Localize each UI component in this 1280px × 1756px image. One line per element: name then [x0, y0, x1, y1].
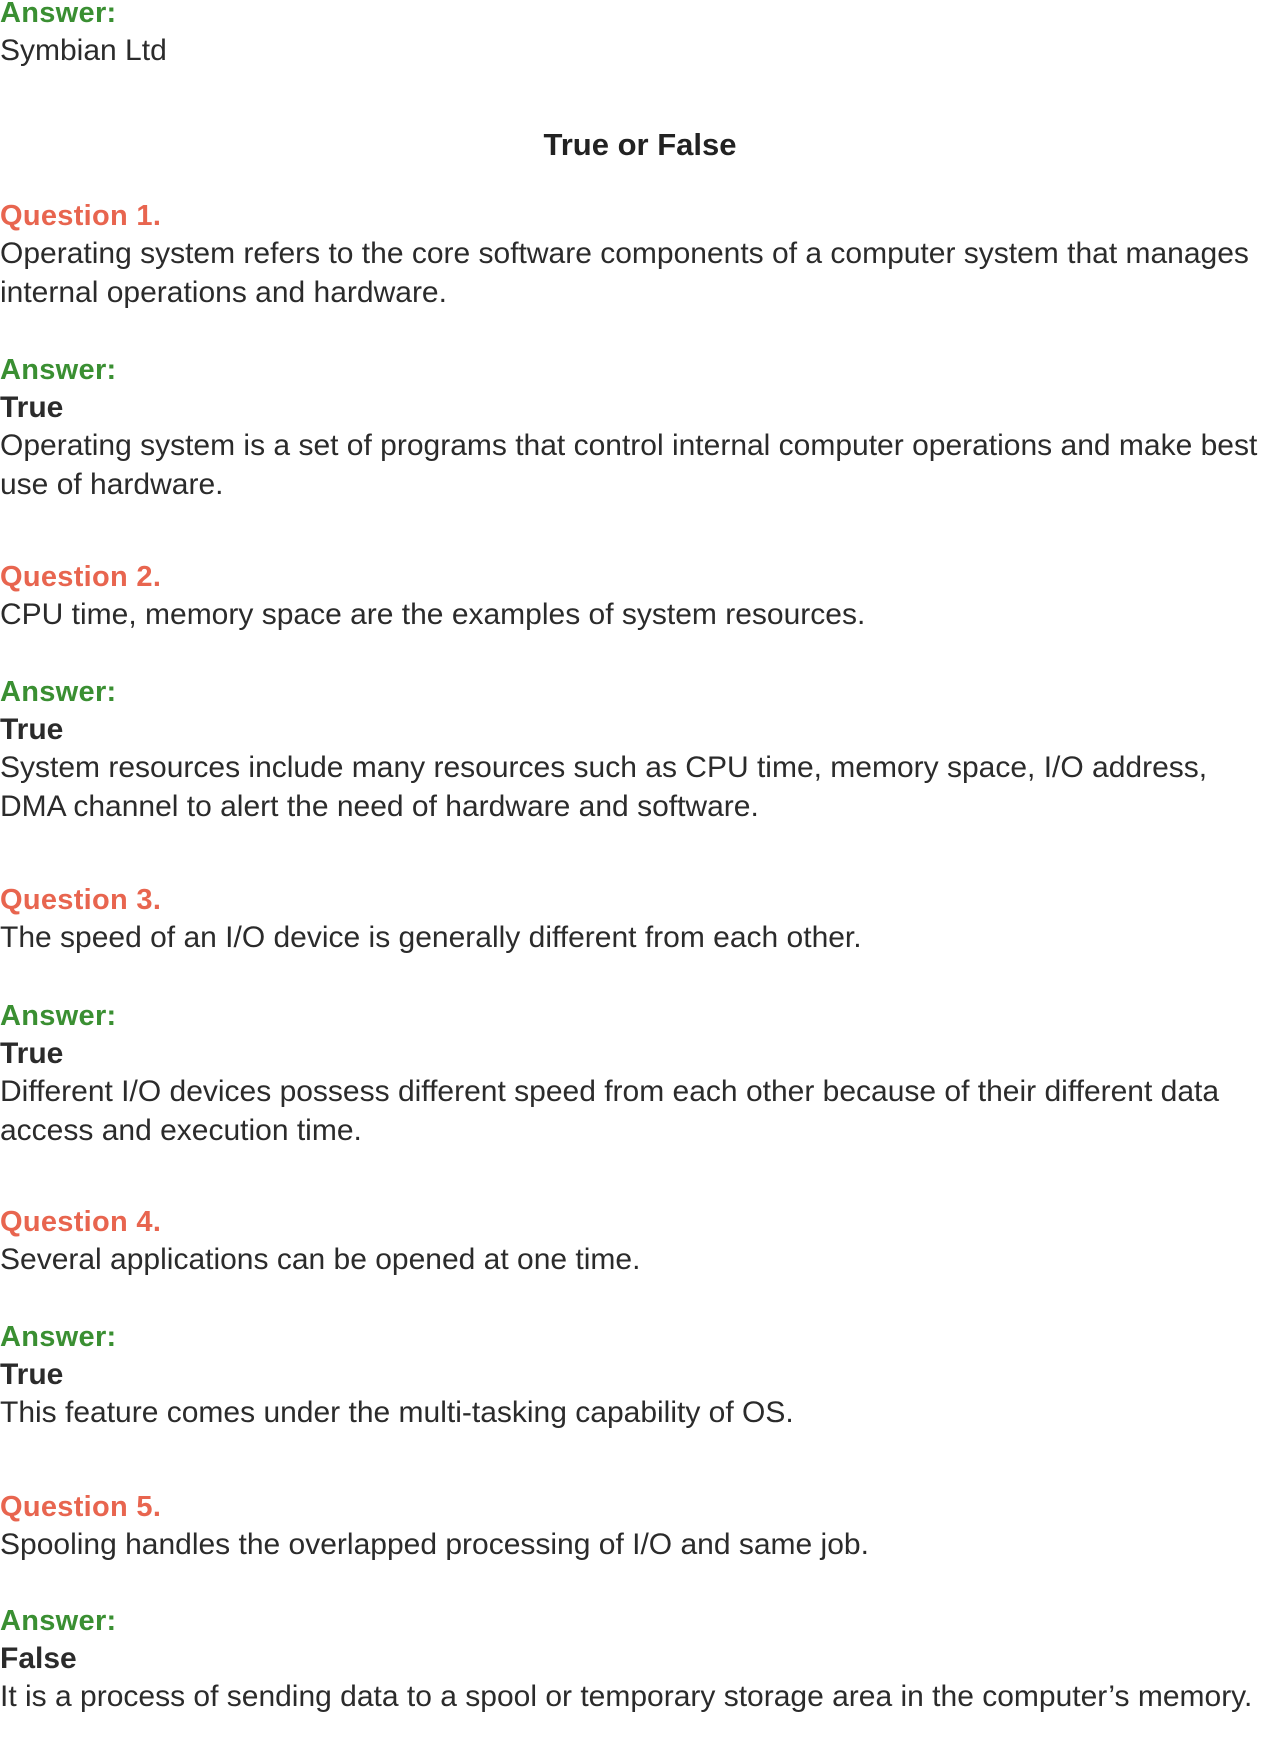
answer-label: Answer:: [0, 0, 117, 29]
intro-answer-block: [0, 0, 1280, 71]
answer-label: Answer:: [0, 1321, 117, 1353]
section-title: True or False: [543, 127, 737, 162]
answer-1-block: [0, 351, 1280, 504]
question-1-block: [0, 197, 1280, 312]
question-3-block: [0, 881, 1280, 958]
question-2-block: [0, 558, 1280, 635]
answer-label: Answer:: [0, 354, 117, 386]
answer-explanation: It is a process of sending data to a spool or temporary storage area in the computer’s memory.: [0, 1680, 1253, 1713]
question-label: Question 1.: [0, 200, 162, 232]
question-text: Several applications can be opened at one time.: [0, 1243, 641, 1276]
answer-explanation: Different I/O devices possess different speed from each other because of their different data access and execution time.: [0, 1075, 1220, 1147]
answer-verdict: True: [0, 391, 64, 424]
answer-5-block: [0, 1602, 1280, 1717]
question-text: Spooling handles the overlapped processing of I/O and same job.: [0, 1528, 869, 1561]
answer-2-block: [0, 673, 1280, 826]
question-text: CPU time, memory space are the examples of system resources.: [0, 598, 866, 631]
answer-label: Answer:: [0, 676, 117, 708]
answer-explanation: Operating system is a set of programs that control internal computer operations and make best use of hardware.: [0, 429, 1258, 501]
answer-verdict: False: [0, 1642, 77, 1675]
question-text: Operating system refers to the core software components of a computer system that manages internal operations and hardware.: [0, 237, 1249, 309]
answer-verdict: True: [0, 1037, 64, 1070]
answer-verdict: True: [0, 1358, 64, 1391]
answer-verdict: True: [0, 713, 64, 746]
question-label: Question 3.: [0, 884, 162, 916]
question-label: Question 2.: [0, 561, 162, 593]
question-label: Question 5.: [0, 1491, 162, 1523]
section-title-block: [0, 127, 1280, 163]
question-5-block: [0, 1488, 1280, 1565]
answer-explanation: This feature comes under the multi-tasking capability of OS.: [0, 1396, 794, 1429]
question-4-block: [0, 1203, 1280, 1280]
answer-explanation: System resources include many resources such as CPU time, memory space, I/O address, DMA channel to alert the need of hardware and software.: [0, 751, 1208, 823]
answer-label: Answer:: [0, 1000, 117, 1032]
answer-4-block: [0, 1318, 1280, 1433]
answer-label: Answer:: [0, 1605, 117, 1637]
question-label: Question 4.: [0, 1206, 162, 1238]
answer-text: Symbian Ltd: [0, 34, 167, 67]
question-text: The speed of an I/O device is generally different from each other.: [0, 921, 862, 954]
answer-3-block: [0, 997, 1280, 1150]
